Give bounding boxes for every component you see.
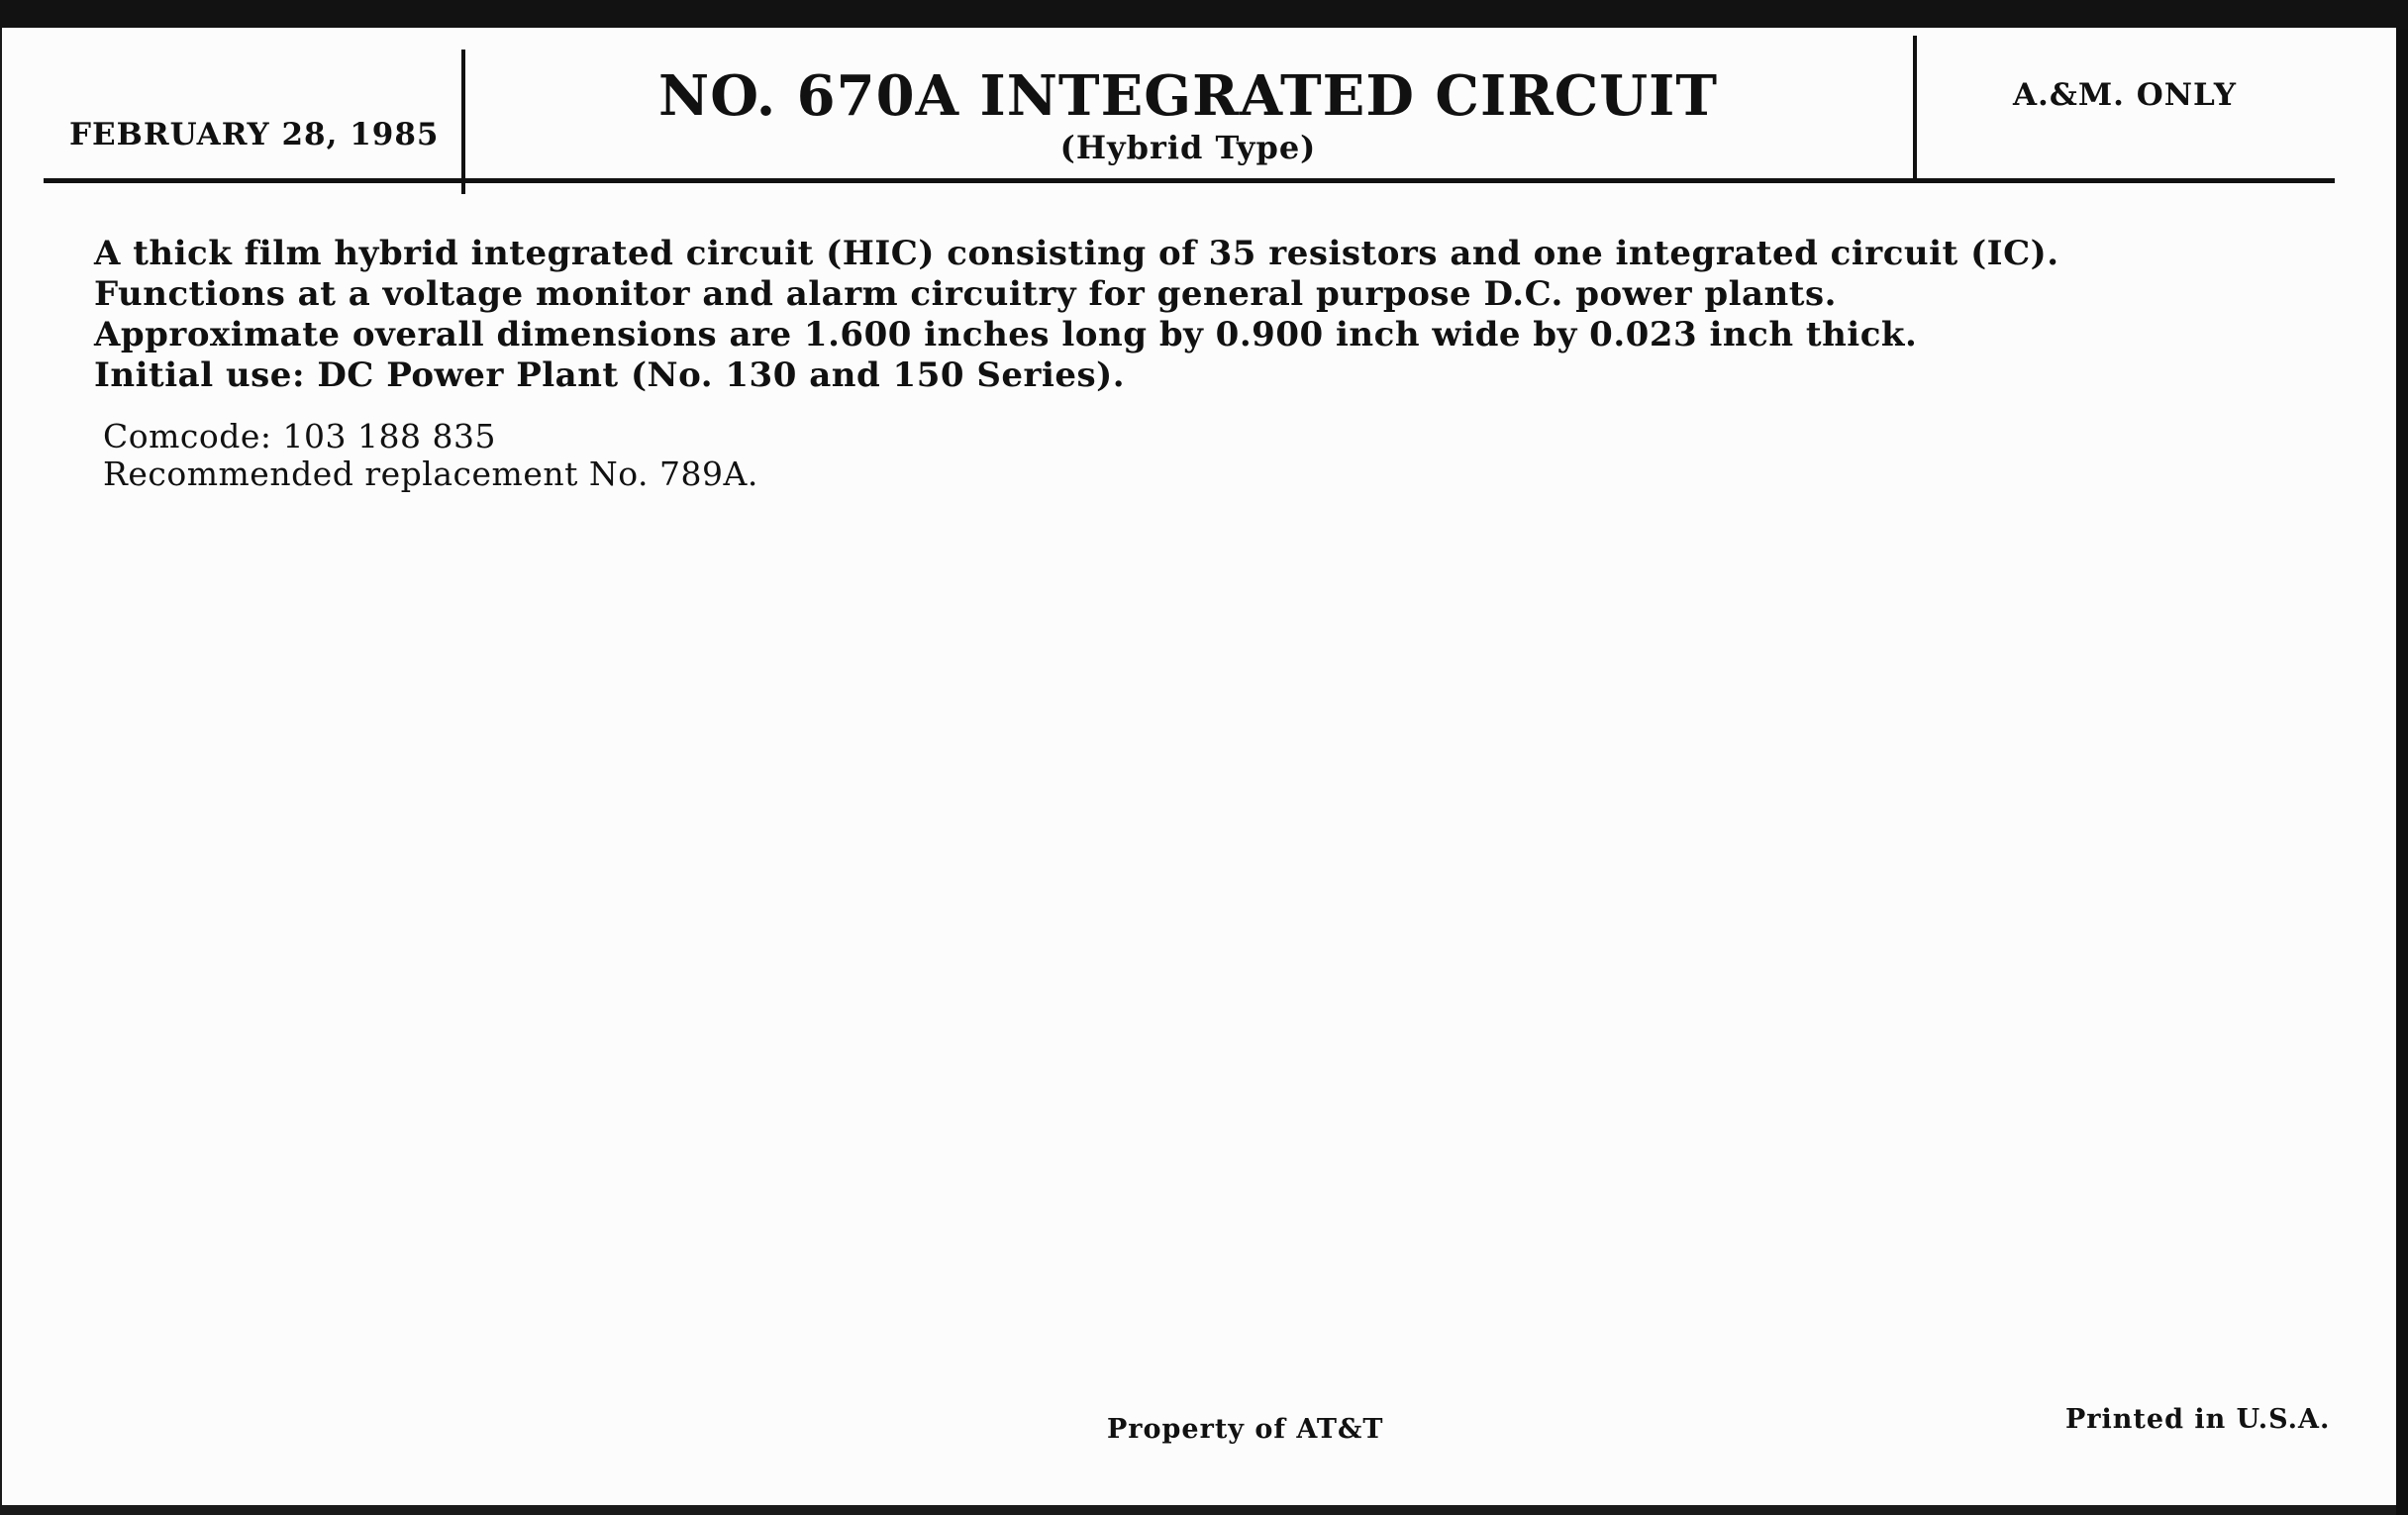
description-block — [94, 234, 2074, 396]
info-block — [103, 418, 758, 493]
document-subtitle: (Hybrid Type) — [1059, 129, 1317, 166]
description-line: Functions at a voltage monitor and alarm circuitry for general purpose D.C. power plants. — [94, 274, 1837, 314]
description-line: Initial use: DC Power Plant (No. 130 and 150 Series). — [94, 355, 1126, 395]
document-title: NO. 670A INTEGRATED CIRCUIT — [658, 63, 1718, 129]
property-notice: Property of AT&T — [1107, 1414, 1384, 1445]
distribution-restriction: A.&M. ONLY — [2012, 77, 2238, 113]
recommended-replacement: Recommended replacement No. 789A. — [103, 454, 758, 493]
scan-border-right — [2396, 30, 2408, 1515]
scan-border-top — [0, 0, 2408, 30]
printed-notice: Printed in U.S.A. — [2065, 1404, 2331, 1435]
header-rule — [44, 178, 2335, 183]
comcode: Comcode: 103 188 835 — [103, 417, 496, 455]
issue-date: FEBRUARY 28, 1985 — [69, 117, 440, 152]
description-line: A thick film hybrid integrated circuit (HIC) consisting of 35 resistors and one integrated circuit (IC). — [94, 234, 2059, 273]
description-line: Approximate overall dimensions are 1.600 inches long by 0.900 inch wide by 0.023 inch thick. — [94, 315, 1918, 354]
